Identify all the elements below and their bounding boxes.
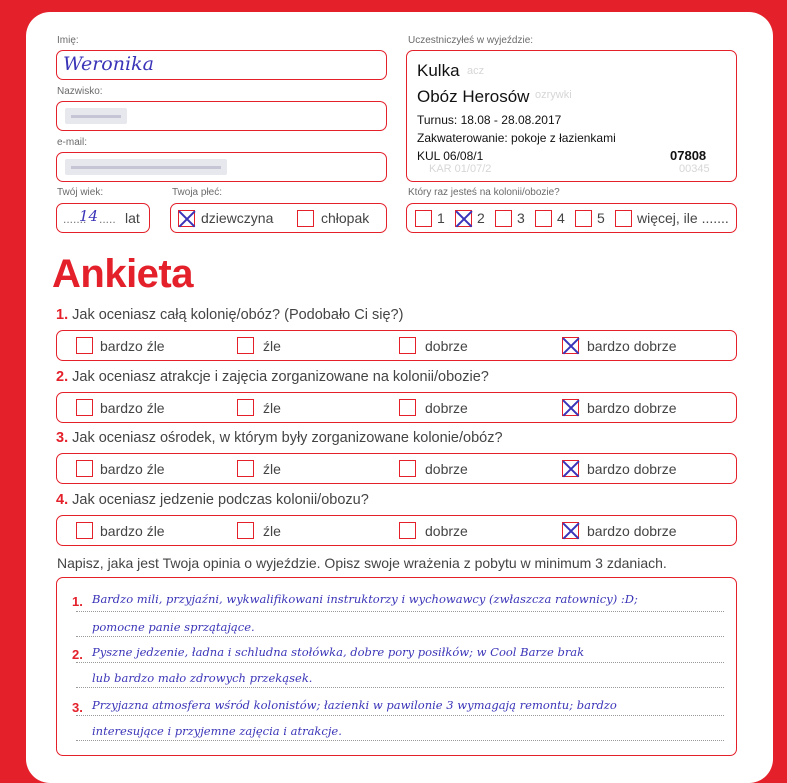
question-text: Jak oceniasz całą kolonię/obóz? (Podobało Ci się?) xyxy=(72,307,404,323)
times-5-checkbox[interactable] xyxy=(575,210,592,227)
q1-option-zle[interactable] xyxy=(237,337,254,354)
q3-option-dobrze[interactable] xyxy=(399,460,416,477)
times-more-label: więcej, ile ....... xyxy=(637,210,729,226)
q3-option-bardzo-dobrze[interactable] xyxy=(562,460,579,477)
opinion-prompt: Napisz, jaka jest Twoja opinia o wyjeździe. Opisz swoje wrażenia z pobytu w minimum 3 zdaniach. xyxy=(57,555,667,571)
stamp-name: Kulka xyxy=(417,61,460,80)
age-value: 14 xyxy=(79,207,99,225)
q2-option-bardzo-dobrze[interactable] xyxy=(562,399,579,416)
stamp-code: KUL 06/08/1 xyxy=(417,149,484,163)
writing-line xyxy=(76,715,724,716)
question-4 xyxy=(56,492,369,508)
age-dots: ....... xyxy=(63,212,87,226)
email-redacted xyxy=(65,159,227,175)
q4-option-dobrze[interactable] xyxy=(399,522,416,539)
times-4-checkbox[interactable] xyxy=(535,210,552,227)
age-label: Twój wiek: xyxy=(57,187,104,198)
option-label: bardzo źle xyxy=(100,400,165,416)
stamp-camp: Obóz Herosów xyxy=(417,87,530,106)
q2-option-bardzo-zle[interactable] xyxy=(76,399,93,416)
option-label: źle xyxy=(263,338,281,354)
q4-option-bardzo-zle[interactable] xyxy=(76,522,93,539)
times-4-label: 4 xyxy=(557,210,565,226)
gender-girl-label: dziewczyna xyxy=(201,210,274,226)
ghost-text: 00345 xyxy=(679,163,710,175)
trip-field xyxy=(406,50,737,182)
surname-label: Nazwisko: xyxy=(57,86,103,97)
name-field[interactable] xyxy=(56,50,387,80)
question-3 xyxy=(56,430,503,446)
opinion-1-line-2: pomocne panie sprzątające. xyxy=(92,620,255,634)
gender-field xyxy=(170,203,387,233)
question-text: Jak oceniasz atrakcje i zajęcia zorganizowane na kolonii/obozie? xyxy=(72,369,489,385)
times-1-label: 1 xyxy=(437,210,445,226)
writing-line xyxy=(76,662,724,663)
question-text: Jak oceniasz ośrodek, w którym były zorganizowane kolonie/obóz? xyxy=(72,430,503,446)
ghost-text: KAR 01/07/2 xyxy=(429,163,492,175)
q3-option-zle[interactable] xyxy=(237,460,254,477)
times-more-checkbox[interactable] xyxy=(615,210,632,227)
trip-label: Uczestniczyłeś w wyjeździe: xyxy=(408,35,534,46)
opinion-1-line-1: Bardzo mili, przyjaźni, wykwalifikowani instruktorzy i wychowawcy (zwłaszcza ratownicy) :D; xyxy=(92,592,638,606)
question-1 xyxy=(56,307,403,323)
age-unit: lat xyxy=(125,210,140,226)
question-number: 1. xyxy=(56,307,69,323)
gender-boy-label: chłopak xyxy=(321,210,370,226)
ghost-text: ozrywki xyxy=(535,89,572,101)
gender-label: Twoja płeć: xyxy=(172,187,223,198)
option-label: dobrze xyxy=(425,338,468,354)
opinion-2-line-2: lub bardzo mało zdrowych przekąsek. xyxy=(92,671,313,685)
name-label: Imię: xyxy=(57,35,79,46)
option-label: źle xyxy=(263,400,281,416)
option-label: źle xyxy=(263,523,281,539)
q2-option-zle[interactable] xyxy=(237,399,254,416)
answer-row-3 xyxy=(56,453,737,484)
writing-line xyxy=(76,611,724,612)
gender-girl-checkbox[interactable] xyxy=(178,210,195,227)
answer-row-2 xyxy=(56,392,737,423)
opinion-3-line-2: interesujące i przyjemne zajęcia i atrakcje. xyxy=(92,724,342,738)
surname-redacted xyxy=(65,108,127,124)
times-label: Który raz jesteś na kolonii/obozie? xyxy=(408,187,560,198)
q1-option-bardzo-dobrze[interactable] xyxy=(562,337,579,354)
option-label: bardzo dobrze xyxy=(587,338,677,354)
option-label: bardzo źle xyxy=(100,338,165,354)
age-dots-right: ..... xyxy=(99,212,116,226)
opinion-number-1: 1. xyxy=(72,594,83,609)
surname-field[interactable] xyxy=(56,101,387,131)
stamp-number: 07808 xyxy=(670,148,707,163)
ghost-text: acz xyxy=(467,65,485,77)
answer-row-1 xyxy=(56,330,737,361)
email-field[interactable] xyxy=(56,152,387,182)
writing-line xyxy=(76,687,724,688)
option-label: bardzo dobrze xyxy=(587,461,677,477)
option-label: dobrze xyxy=(425,461,468,477)
email-label: e-mail: xyxy=(57,137,88,148)
answer-row-4 xyxy=(56,515,737,546)
option-label: bardzo dobrze xyxy=(587,523,677,539)
opinion-number-3: 3. xyxy=(72,700,83,715)
age-field[interactable] xyxy=(56,203,150,233)
times-5-label: 5 xyxy=(597,210,605,226)
times-2-label: 2 xyxy=(477,210,485,226)
question-text: Jak oceniasz jedzenie podczas kolonii/obozu? xyxy=(72,492,369,508)
gender-boy-checkbox[interactable] xyxy=(297,210,314,227)
opinion-3-line-1: Przyjazna atmosfera wśród kolonistów; łazienki w pawilonie 3 wymagają remontu; bardzo xyxy=(92,698,617,712)
question-number: 3. xyxy=(56,430,69,446)
q3-option-bardzo-zle[interactable] xyxy=(76,460,93,477)
option-label: bardzo źle xyxy=(100,523,165,539)
option-label: dobrze xyxy=(425,523,468,539)
question-number: 4. xyxy=(56,492,69,508)
times-field xyxy=(406,203,737,233)
stamp-turnus: Turnus: 18.08 - 28.08.2017 xyxy=(417,113,562,127)
option-label: źle xyxy=(263,461,281,477)
name-value: Weronika xyxy=(63,53,154,75)
q4-option-bardzo-dobrze[interactable] xyxy=(562,522,579,539)
times-3-label: 3 xyxy=(517,210,525,226)
times-3-checkbox[interactable] xyxy=(495,210,512,227)
q1-option-dobrze[interactable] xyxy=(399,337,416,354)
q4-option-zle[interactable] xyxy=(237,522,254,539)
option-label: bardzo źle xyxy=(100,461,165,477)
times-2-checkbox[interactable] xyxy=(455,210,472,227)
opinion-2-line-1: Pyszne jedzenie, ładna i schludna stołówka, dobre pory posiłków; w Cool Barze brak xyxy=(92,645,585,659)
times-1-checkbox[interactable] xyxy=(415,210,432,227)
option-label: bardzo dobrze xyxy=(587,400,677,416)
q1-option-bardzo-zle[interactable] xyxy=(76,337,93,354)
option-label: dobrze xyxy=(425,400,468,416)
writing-line xyxy=(76,740,724,741)
question-number: 2. xyxy=(56,369,69,385)
opinion-number-2: 2. xyxy=(72,647,83,662)
writing-line xyxy=(76,636,724,637)
stamp-accommodation: Zakwaterowanie: pokoje z łazienkami xyxy=(417,131,616,145)
survey-title: Ankieta xyxy=(52,252,193,296)
question-2 xyxy=(56,369,489,385)
q2-option-dobrze[interactable] xyxy=(399,399,416,416)
